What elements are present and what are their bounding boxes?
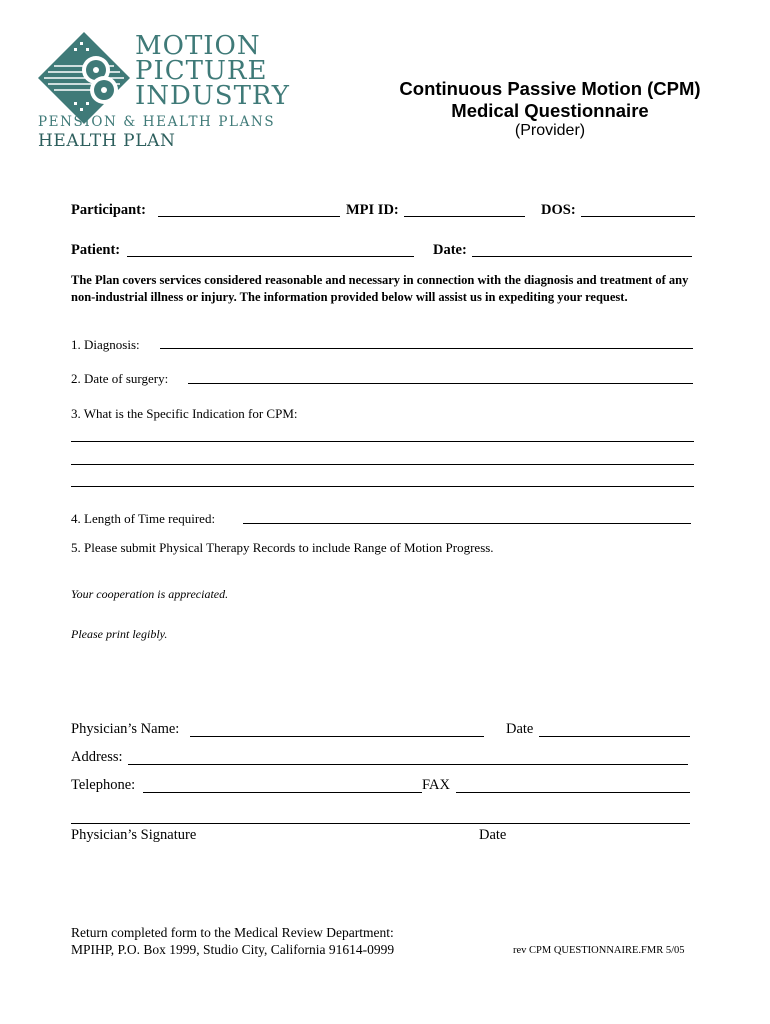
diagnosis-field[interactable] xyxy=(160,348,693,349)
participant-field[interactable] xyxy=(158,216,340,217)
physician-signature-label: Physician’s Signature xyxy=(71,827,197,843)
physician-date-field[interactable] xyxy=(539,736,690,737)
mpi-id-label: MPI ID: xyxy=(346,202,399,218)
date-label: Date: xyxy=(433,242,467,258)
revision-code: rev CPM QUESTIONNAIRE.FMR 5/05 xyxy=(513,945,685,956)
signature-date-label: Date xyxy=(479,827,507,843)
film-reel-logo-icon xyxy=(36,30,132,126)
cooperation-note: Your cooperation is appreciated. xyxy=(71,587,229,601)
length-of-time-field[interactable] xyxy=(243,523,691,524)
question-length-of-time: 4. Length of Time required: xyxy=(71,511,216,526)
patient-label: Patient: xyxy=(71,242,121,258)
logo-motion: MOTION xyxy=(135,31,261,61)
logo-picture: PICTURE xyxy=(135,56,268,86)
logo-health-plan: HEALTH PLAN xyxy=(38,131,176,151)
mpi-id-field[interactable] xyxy=(404,216,525,217)
intro-paragraph: The Plan covers services considered reasonable and necessary in connection with the diagnosis and treatment of any non-industrial illness or injury. The information provided below will assist us in expediting your request. xyxy=(71,273,689,304)
form-title-line2: Medical Questionnaire xyxy=(451,100,649,121)
participant-label: Participant: xyxy=(71,202,146,218)
indication-field-2[interactable] xyxy=(71,464,694,465)
logo-industry: INDUSTRY xyxy=(135,81,290,111)
telephone-field[interactable] xyxy=(143,792,422,793)
signature-field[interactable] xyxy=(71,823,690,824)
date-of-surgery-field[interactable] xyxy=(188,383,693,384)
indication-field-1[interactable] xyxy=(71,441,694,442)
question-pt-records: 5. Please submit Physical Therapy Records to include Range of Motion Progress. xyxy=(71,540,494,555)
physician-name-field[interactable] xyxy=(190,736,484,737)
form-subtitle: (Provider) xyxy=(514,122,586,139)
question-diagnosis: 1. Diagnosis: xyxy=(71,337,140,352)
physician-date-label: Date xyxy=(506,721,534,737)
form-title-line1: Continuous Passive Motion (CPM) xyxy=(399,78,701,99)
address-field[interactable] xyxy=(128,764,688,765)
return-instructions: Return completed form to the Medical Review Department: xyxy=(71,925,394,940)
fax-label: FAX xyxy=(422,777,450,793)
date-field[interactable] xyxy=(472,256,692,257)
question-date-of-surgery: 2. Date of surgery: xyxy=(71,371,169,386)
physician-name-label: Physician’s Name: xyxy=(71,721,180,737)
address-label: Address: xyxy=(71,749,123,765)
telephone-label: Telephone: xyxy=(71,777,136,793)
print-legibly-note: Please print legibly. xyxy=(71,627,168,641)
logo-pension: PENSION & HEALTH PLANS xyxy=(38,114,276,130)
fax-field[interactable] xyxy=(456,792,690,793)
return-address: MPIHP, P.O. Box 1999, Studio City, California 91614-0999 xyxy=(71,942,395,957)
patient-field[interactable] xyxy=(127,256,414,257)
dos-field[interactable] xyxy=(581,216,695,217)
dos-label: DOS: xyxy=(541,202,576,218)
question-indication: 3. What is the Specific Indication for CPM: xyxy=(71,406,298,421)
indication-field-3[interactable] xyxy=(71,486,694,487)
